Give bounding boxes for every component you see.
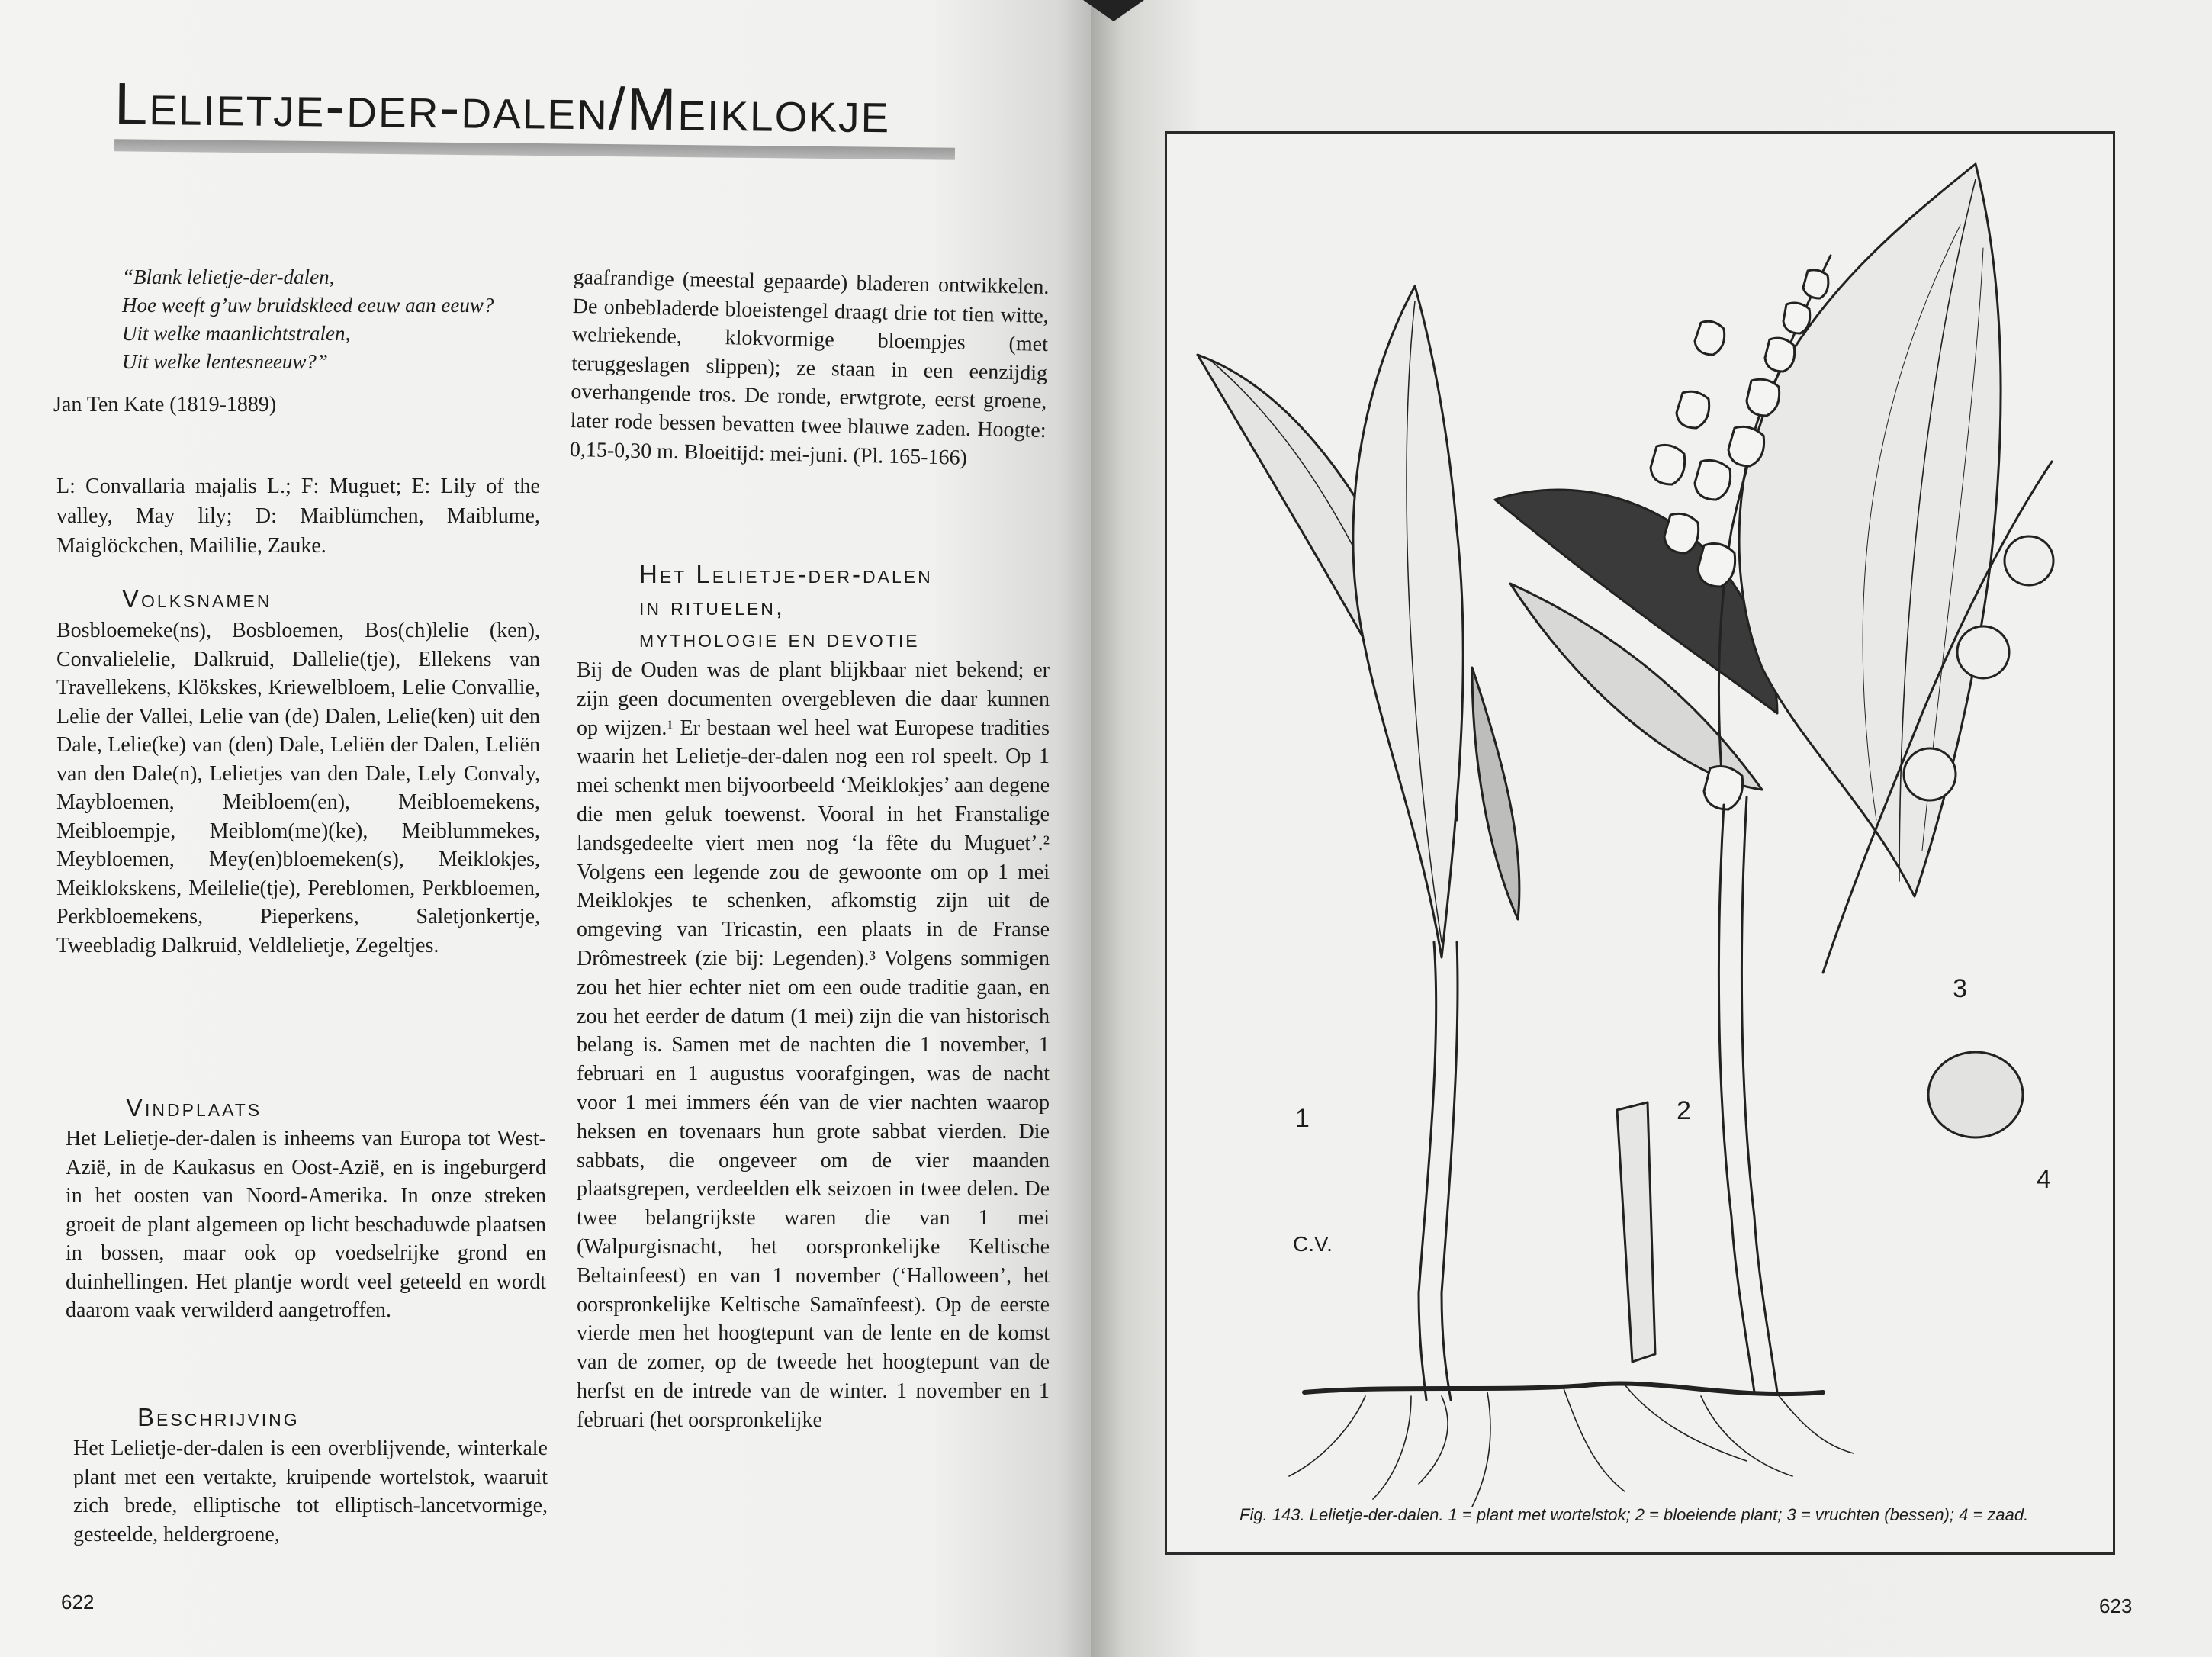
- heading-line: in rituelen,: [639, 592, 786, 620]
- section-heading-volksnamen: Volksnamen: [122, 584, 272, 613]
- seed: [1928, 1052, 2023, 1137]
- figure-caption: Fig. 143. Lelietje-der-dalen. 1 = plant met wortelstok; 2 = bloeiende plant; 3 = vruchten (bessen); 4 = zaad.: [1239, 1505, 2029, 1524]
- poem-line: “Blank lelietje-der-dalen,: [122, 265, 335, 288]
- vindplaats-text: Het Lelietje-der-dalen is inheems van Europa tot West-Azië, in de Kaukasus en Oost-Azië, en is ingeburgerd in het oosten van Noord-Amerika. In onze streken groeit de plant algemeen op licht beschaduwde plaatsen in bossen, maar ook op voedselrijke grond en duinhellingen. Het plantje wordt veel geteeld en wordt daarom vaak verwilderd aangetroffen.: [66, 1127, 546, 1322]
- artist-signature: C.V.: [1293, 1232, 1333, 1256]
- plant-illustration: [1167, 134, 2113, 1552]
- section-heading-beschrijving: Beschrijving: [137, 1403, 300, 1431]
- page-number-right: 623: [2099, 1594, 2133, 1617]
- heading-line: mythologie en devotie: [639, 624, 920, 652]
- figure-label-4: 4: [2037, 1165, 2051, 1194]
- description-continued: gaafrandige (meestal gepaarde) bladeren ontwikkelen. De onbebladerde bloeistengel draagt drie tot tien witte, welriekende, klokvormige bloempjes (met teruggeslagen slippen); ze staan in een eenzijdig overhangende tros. De ronde, erwtgrote, eerst groene, later rode bessen bevatten twee blauwe zaden. Hoogte: 0,15-0,30 m. Bloeitijd: mei-juni. (Pl. 165-166): [569, 265, 1050, 470]
- latin-names: L: Convallaria majalis L.; F: Muguet; E: Lily of the valley, May lily; D: Maiblümchen, Maiblume, Maiglöckchen, Maililie, Zauke.: [56, 475, 540, 558]
- roots: [1289, 1385, 1854, 1507]
- figure-label-2: 2: [1677, 1096, 1691, 1125]
- figure-label-1: 1: [1295, 1104, 1310, 1133]
- section-heading-rituelen: [639, 558, 933, 655]
- stem-2b: [1741, 797, 1777, 1392]
- page-title: Lelietje-der-dalen/Meiklokje: [114, 69, 891, 146]
- section-heading-vindplaats: Vindplaats: [126, 1093, 262, 1121]
- rituelen-text: Bij de Ouden was de plant blijkbaar niet bekend; er zijn geen documenten overgebleven die daar kunnen op wijzen.¹ Er bestaan wel heel wat Europese tradities waarin het Lelietje-der-dalen nog een rol speelt. Op 1 mei schenkt men bijvoorbeeld ‘Meiklokjes’ aan degene die men geluk toewenst. Vooral in het Franstalige landsgedeelte viert men nog ‘la fête du Muguet’.² Volgens een legende zou de gewoonte om op 1 mei Meiklokjes te schenken, afkomstig zijn uit de omgeving van Tricastin, een plaats in de Franse Drômestreek (zie bij: Legenden).³ Volgens sommigen zou het hier echter niet om een oude traditie gaan, en zou het eerder de datum (1 mei) zijn die van historisch belang is. Samen met de nachten die 1 november, 1 februari en 1 augustus voorafgingen, was de nacht voor 1 mei immers één van de vier nachten waarop heksen en tovenaars hun grote sabbat vierden. Die sabbats, die ongeveer om de vier maanden plaatsgrepen, verdeelden elk seizoen in twee delen. De twee belangrijkste waren die van 1 mei (Walpurgisnacht, het oorspronkelijke Keltische Beltainfeest) en van 1 november (‘Halloween’, het oorspronkelijke Keltische Samaïnfeest). Op de eerste vierde men het hoogtepunt van de lente en de komst van de zomer, op de tweede het hoogtepunt van de herfst en de intrede van de winter. 1 november en 1 februari (het oorspronkelijke: [577, 658, 1050, 1432]
- stem-1b: [1442, 942, 1458, 1400]
- epigraph-poem: [122, 263, 494, 376]
- beschrijving-text: Het Lelietje-der-dalen is een overblijvende, winterkale plant met een vertakte, kruipende wortelstok, waaruit zich brede, elliptische tot elliptisch-lancetvormige, gesteelde, heldergroene,: [73, 1437, 548, 1546]
- volksnamen-text: Bosbloemeke(ns), Bosbloemen, Bos(ch)lelie (ken), Convalielelie, Dalkruid, Dallelie(tje), Ellekens van Travellekens, Klökskes, Kriewelbloem, Lelie Convallie, Lelie der Vallei, Lelie van (de) Dalen, Lelie(ken) uit den Dale, Lelie(ke) van (den) Dale, Leliën der Dalen, Leliën van den Dale(n), Lelietjes van den Dale, Lely Convaly, Maybloemen, Meibloem(en), Meibloemekens, Meibloempje, Meiblom(me)(ke), Meiblummekes, Meybloemen, Mey(en)bloemeken(s), Meiklokjes, Meiklokskens, Meilelie(tje), Pereblomen, Perkbloemen, Perkbloemekens, Pieperkens, Saletjonkertje, Tweebladig Dalkruid, Veldlelietje, Zegeltjes.: [56, 619, 540, 957]
- poem-line: Hoe weeft g’uw bruidskleed eeuw aan eeuw?: [122, 294, 494, 317]
- cut-stem: [1617, 1102, 1655, 1362]
- poem-line: Uit welke lentesneeuw?”: [122, 350, 328, 373]
- leaf-hanging: [1472, 668, 1519, 919]
- stem-1: [1419, 942, 1436, 1400]
- stem-2: [1718, 805, 1754, 1392]
- bookmark-ribbon: [1083, 0, 1144, 21]
- poem-line: Uit welke maanlichtstralen,: [122, 322, 351, 345]
- leaf-big: [1739, 164, 2001, 896]
- figure-label-3: 3: [1953, 974, 1967, 1003]
- page-number-left: 622: [61, 1591, 95, 1614]
- poem-author: Jan Ten Kate (1819-1889): [53, 393, 277, 417]
- heading-line: Het Lelietje-der-dalen: [639, 560, 933, 588]
- figure-frame: [1165, 131, 2115, 1555]
